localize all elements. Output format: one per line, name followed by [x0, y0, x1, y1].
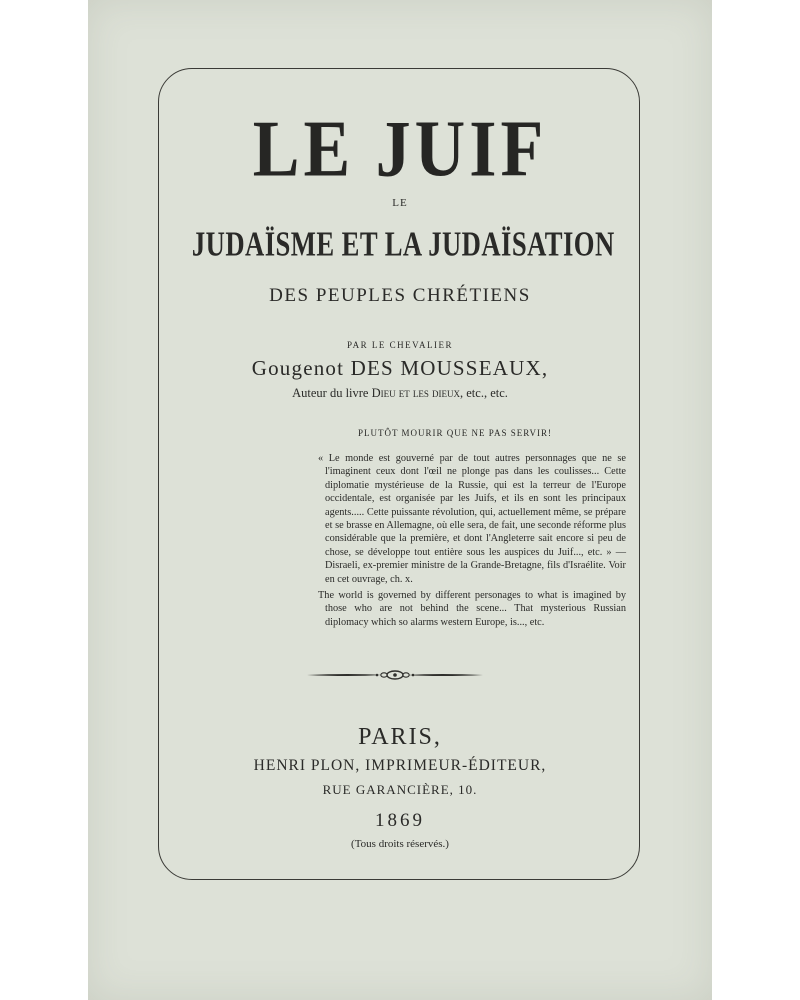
epigraph-quote [318, 452, 626, 629]
motto: PLUTÔT MOURIR QUE NE PAS SERVIR! [357, 428, 553, 438]
author-name: Gougenot DES MOUSSEAUX, [251, 356, 549, 380]
author-works [158, 386, 642, 401]
quote-english: The world is governed by different personages to what is imagined by those who are not behind the scene... That mysterious Russian diplomacy which so alarms western Europe, is..., etc. [318, 590, 626, 628]
author-prefix: PAR LE CHEVALIER [346, 340, 453, 350]
publication-city: PARIS, [358, 724, 442, 750]
subtitle-peoples: DES PEUPLES CHRÉTIENS [269, 285, 531, 306]
publication-year: 1869 [375, 810, 425, 831]
subtitle-main: JUDAÏSME ET LA JUDAÏSATION [191, 224, 615, 264]
quote-french: « Le monde est gouverné par de tout autres personnages que ne se l'imaginent ceux dont l'œil ne plonge pas dans les coulisses... Cette diplomatie mystérieuse de la Russie, qui est la terreur de l'Europe occidentale, est organisée par les Juifs, et ils en sont les principaux agents..... Cette puissante révolution, qui, actuellement même, se prépare et se brasse en Allemagne, où elle sera, de fait, une seconde réforme plus considérable que la première, et dont l'Angleterre sait encore si peu de chose, se développe tout entière sous les auspices du Juif..., etc. » — Disraeli, ex-premier ministre de la Grande-Bretagne, fils d'Israélite. Voir en cet ouvrage, ch. x. [318, 453, 626, 585]
publisher-address: RUE GARANCIÈRE, 10. [322, 782, 478, 797]
publisher-name: HENRI PLON, IMPRIMEUR-ÉDITEUR, [253, 757, 547, 774]
works-suffix: , etc., etc. [460, 386, 508, 400]
rights-notice: (Tous droits réservés.) [351, 838, 449, 850]
subtitle-article: LE [392, 197, 408, 209]
works-prefix: Auteur du livre [292, 386, 369, 400]
works-title: Dieu et les dieux [371, 386, 460, 400]
ornament-divider-icon [305, 666, 485, 684]
book-title: LE JUIF [252, 105, 548, 194]
